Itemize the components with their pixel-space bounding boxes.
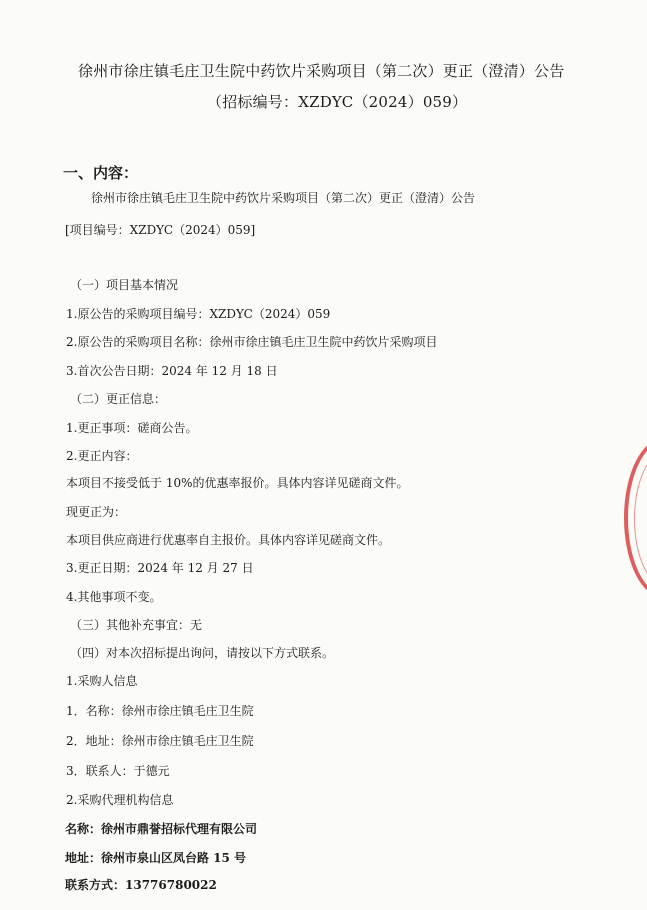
part2-heading: （二）更正信息： [70, 392, 167, 406]
agency-item: 名称：徐州市鼎誉招标代理有限公司 [65, 822, 258, 836]
document-title: 徐州市徐庄镇毛庄卫生院中药饮片采购项目（第二次）更正（澄清）公告 [78, 62, 565, 80]
purchaser-item: 1．名称：徐州市徐庄镇毛庄卫生院 [66, 704, 254, 718]
part2-item: 本项目供应商进行优惠率自主报价。具体内容详见磋商文件。 [66, 533, 391, 547]
intro-line: 徐州市徐庄镇毛庄卫生院中药饮片采购项目（第二次）更正（澄清）公告 [91, 191, 476, 205]
tender-number: （招标编号：XZDYC（2024）059） [207, 93, 468, 111]
agency-item: 地址：徐州市泉山区凤台路 15 号 [65, 851, 247, 865]
section-heading: 一、内容： [63, 164, 139, 182]
part1-item: 2.原公告的采购项目名称：徐州市徐庄镇毛庄卫生院中药饮片采购项目 [66, 335, 438, 349]
part1-item: 3.首次公告日期：2024 年 12 月 18 日 [66, 364, 278, 378]
purchaser-item: 2．地址：徐州市徐庄镇毛庄卫生院 [66, 734, 254, 748]
part2-item: 本项目不接受低于 10%的优惠率报价。具体内容详见磋商文件。 [66, 476, 409, 490]
part1-item: 1.原公告的采购项目编号：XZDYC（2024）059 [66, 307, 331, 321]
agency-item: 联系方式：13776780022 [65, 878, 217, 892]
part2-item: 3.更正日期：2024 年 12 月 27 日 [66, 561, 254, 575]
purchaser-heading: 1.采购人信息 [66, 674, 138, 688]
part2-item: 1.更正事项：磋商公告。 [66, 421, 198, 435]
part1-heading: （一）项目基本情况 [70, 278, 179, 292]
part2-item: 现更正为： [66, 505, 127, 519]
part2-item: 4.其他事项不变。 [66, 590, 162, 604]
part2-item: 2.更正内容： [66, 449, 138, 463]
part4-line: （四）对本次招标提出询问，请按以下方式联系。 [70, 646, 335, 660]
agency-heading: 2.采购代理机构信息 [66, 793, 174, 807]
purchaser-item: 3．联系人：于德元 [66, 764, 170, 778]
part3-line: （三）其他补充事宜：无 [70, 618, 203, 632]
project-number: [项目编号：XZDYC（2024）059] [65, 223, 256, 237]
